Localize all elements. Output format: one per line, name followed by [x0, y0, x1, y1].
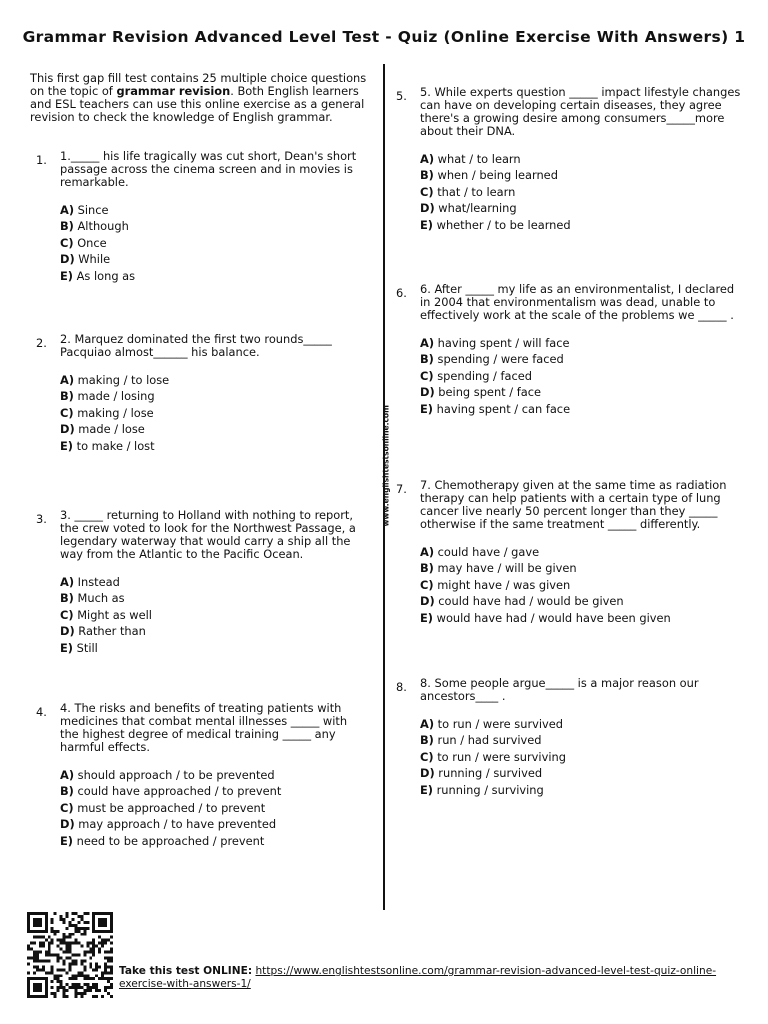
answer-option[interactable]	[420, 217, 748, 233]
option-text: that / to learn	[437, 184, 516, 199]
option-letter: A)	[420, 152, 435, 166]
option-text: Although	[77, 219, 129, 234]
option-letter: B)	[60, 784, 74, 799]
option-text: Since	[77, 203, 109, 217]
answer-option[interactable]	[420, 544, 748, 560]
answer-option[interactable]	[420, 782, 748, 798]
option-letter: C)	[420, 368, 434, 383]
answer-option[interactable]	[60, 388, 366, 404]
option-text: would have had / would have been given	[436, 610, 671, 625]
question-number: 4.	[36, 705, 47, 719]
option-text: Might as well	[77, 607, 152, 622]
option-text: to make / lost	[76, 438, 155, 453]
option-letter: E)	[420, 782, 433, 797]
answer-option[interactable]	[420, 610, 748, 626]
option-letter: C)	[60, 800, 74, 815]
answer-option[interactable]	[420, 368, 748, 384]
option-text: need to be approached / prevent	[76, 833, 265, 848]
option-letter: B)	[60, 591, 74, 606]
option-letter: C)	[420, 184, 434, 199]
option-text: what / to learn	[437, 152, 521, 166]
option-letter: A)	[60, 203, 75, 217]
option-text: spending / were faced	[437, 352, 564, 367]
question-text: 3. _____ returning to Holland with nothing to report, the crew voted to look for the Northwest Passage, a legendary waterway that would carry a ship all the way from the Atlantic to the Pacific Ocean.	[60, 508, 356, 561]
option-letter: B)	[420, 352, 434, 367]
option-letter: B)	[60, 389, 74, 404]
option-text: Still	[76, 640, 98, 655]
option-letter: D)	[420, 594, 435, 609]
question-number: 8.	[396, 680, 407, 694]
answer-option[interactable]	[420, 593, 748, 609]
option-letter: D)	[60, 422, 75, 437]
answer-option[interactable]	[420, 560, 748, 576]
answer-options	[420, 544, 748, 626]
answer-option[interactable]	[60, 816, 366, 832]
answer-option[interactable]	[420, 351, 748, 367]
answer-option[interactable]	[60, 767, 366, 783]
answer-option[interactable]	[60, 421, 366, 437]
answer-option[interactable]	[60, 574, 366, 590]
answer-options	[420, 335, 748, 417]
option-text: should approach / to be prevented	[77, 768, 275, 782]
answer-option[interactable]	[60, 800, 366, 816]
option-letter: A)	[60, 373, 75, 387]
question-2	[36, 333, 366, 454]
option-text: made / losing	[77, 389, 155, 404]
option-text: must be approached / to prevent	[77, 800, 266, 815]
intro-paragraph	[30, 72, 374, 124]
answer-option[interactable]	[60, 590, 366, 606]
option-text: run / had survived	[437, 733, 542, 748]
option-text: could have / gave	[437, 545, 540, 559]
option-letter: E)	[60, 268, 73, 283]
option-letter: C)	[60, 235, 74, 250]
answer-option[interactable]	[420, 765, 748, 781]
option-text: Much as	[77, 591, 125, 606]
option-text: what/learning	[438, 201, 517, 216]
question-text: 6. After _____ my life as an environmentalist, I declared in 2004 that environmentalism was dead, unable to effectively work at the scale of the problems we _____ .	[420, 282, 735, 322]
question-5	[396, 86, 748, 233]
page-title: Grammar Revision Advanced Level Test - Quiz (Online Exercise With Answers) 1	[22, 28, 746, 46]
answer-options	[60, 767, 366, 849]
option-letter: D)	[60, 817, 75, 832]
question-text: 1._____ his life tragically was cut short, Dean's short passage across the cinema screen and in movies is remarkable.	[60, 149, 357, 189]
option-letter: C)	[420, 577, 434, 592]
option-text: having spent / can face	[436, 401, 571, 416]
option-letter: D)	[60, 252, 75, 267]
option-letter: A)	[60, 768, 75, 782]
question-text: 5. While experts question _____ impact lifestyle changes can have on developing certain diseases, they agree there's a growing desire among consumers_____more about their DNA.	[420, 85, 741, 138]
question-7	[396, 479, 748, 626]
online-label: Take this test ONLINE:	[119, 965, 253, 977]
answer-option[interactable]	[420, 167, 748, 183]
answer-option[interactable]	[420, 335, 748, 351]
option-letter: D)	[60, 624, 75, 639]
question-number: 5.	[396, 89, 407, 103]
answer-option[interactable]	[420, 716, 748, 732]
question-text: 8. Some people argue_____ is a major reason our ancestors____ .	[420, 676, 699, 703]
option-text: As long as	[76, 268, 136, 283]
option-letter: C)	[60, 405, 74, 420]
answer-option[interactable]	[420, 384, 748, 400]
qr-code-icon[interactable]	[25, 912, 115, 998]
question-number: 3.	[36, 512, 47, 526]
answer-option[interactable]	[60, 372, 366, 388]
option-text: to run / were surviving	[437, 749, 566, 764]
question-text: 7. Chemotherapy given at the same time as radiation therapy can help patients with a certain type of lung cancer live nearly 50 percent longer than they _____ otherwise if the same treatment _____ differently.	[420, 478, 727, 531]
answer-options	[60, 372, 366, 454]
answer-option[interactable]	[60, 405, 366, 421]
question-text: 4. The risks and benefits of treating patients with medicines that combat mental illnesses _____ with the highest degree of medical training _____ any harmful effects.	[60, 701, 348, 754]
answer-option[interactable]	[420, 200, 748, 216]
answer-option[interactable]	[60, 783, 366, 799]
option-text: Once	[77, 235, 107, 250]
answer-option[interactable]	[60, 218, 366, 234]
option-letter: C)	[420, 749, 434, 764]
answer-option[interactable]	[60, 833, 366, 849]
option-text: to run / were survived	[437, 717, 564, 731]
answer-options	[420, 151, 748, 233]
answer-option[interactable]	[420, 732, 748, 748]
intro-topic: grammar revision	[116, 84, 231, 98]
option-text: making / to lose	[77, 373, 170, 387]
question-1	[36, 150, 366, 284]
answer-option[interactable]	[420, 151, 748, 167]
option-text: could have approached / to prevent	[77, 784, 282, 799]
answer-option[interactable]	[420, 184, 748, 200]
option-text: made / lose	[78, 422, 145, 437]
option-text: having spent / will face	[437, 336, 570, 350]
option-letter: E)	[420, 217, 433, 232]
option-letter: E)	[60, 438, 73, 453]
option-text: might have / was given	[437, 577, 571, 592]
test-url-link[interactable]: https://www.englishtestsonline.com/grammar-revision-advanced-level-test-quiz-online-exercise-with-answers-1/	[119, 965, 717, 990]
option-text: when / being learned	[437, 168, 558, 183]
option-text: Instead	[77, 575, 120, 589]
option-letter: C)	[60, 607, 74, 622]
online-link-note	[119, 965, 719, 990]
intro-text: This first gap fill test contains 25 multiple choice questions on the topic of	[30, 71, 367, 98]
option-letter: E)	[60, 640, 73, 655]
option-letter: B)	[420, 733, 434, 748]
option-text: running / surviving	[436, 782, 544, 797]
option-letter: D)	[420, 766, 435, 781]
option-text: being spent / face	[438, 385, 541, 400]
answer-option[interactable]	[60, 438, 366, 454]
question-number: 7.	[396, 482, 407, 496]
question-8	[396, 677, 748, 798]
answer-options	[60, 574, 366, 656]
answer-options	[420, 716, 748, 798]
question-4	[36, 702, 366, 849]
site-watermark: www.englishtestsonline.com	[381, 405, 391, 527]
option-letter: D)	[420, 201, 435, 216]
question-text: 2. Marquez dominated the first two rounds_____ Pacquiao almost______ his balance.	[60, 332, 332, 359]
question-number: 2.	[36, 336, 47, 350]
option-letter: D)	[420, 385, 435, 400]
option-letter: A)	[60, 575, 75, 589]
answer-option[interactable]	[60, 623, 366, 639]
option-text: While	[78, 252, 111, 267]
answer-option[interactable]	[60, 268, 366, 284]
option-letter: B)	[420, 561, 434, 576]
answer-option[interactable]	[60, 235, 366, 251]
option-letter: A)	[420, 545, 435, 559]
option-text: Rather than	[78, 624, 146, 639]
answer-option[interactable]	[60, 607, 366, 623]
option-letter: A)	[420, 717, 435, 731]
option-text: spending / faced	[437, 368, 533, 383]
question-6	[396, 283, 748, 417]
option-text: may have / will be given	[437, 561, 577, 576]
question-number: 1.	[36, 153, 47, 167]
answer-option[interactable]	[420, 401, 748, 417]
option-text: may approach / to have prevented	[78, 817, 277, 832]
option-letter: E)	[420, 401, 433, 416]
option-letter: A)	[420, 336, 435, 350]
answer-option[interactable]	[60, 202, 366, 218]
option-letter: B)	[420, 168, 434, 183]
question-3	[36, 509, 366, 656]
option-text: making / lose	[77, 405, 154, 420]
answer-options	[60, 202, 366, 284]
answer-option[interactable]	[420, 749, 748, 765]
option-text: whether / to be learned	[436, 217, 571, 232]
answer-option[interactable]	[60, 251, 366, 267]
question-number: 6.	[396, 286, 407, 300]
answer-option[interactable]	[60, 640, 366, 656]
option-letter: E)	[60, 833, 73, 848]
option-text: running / survived	[438, 766, 543, 781]
option-text: could have had / would be given	[438, 594, 624, 609]
option-letter: E)	[420, 610, 433, 625]
answer-option[interactable]	[420, 577, 748, 593]
option-letter: B)	[60, 219, 74, 234]
intro-text-end: . Both English learners and ESL teachers can use this online exercise as a general revision to check the knowledge of English grammar.	[30, 84, 365, 124]
